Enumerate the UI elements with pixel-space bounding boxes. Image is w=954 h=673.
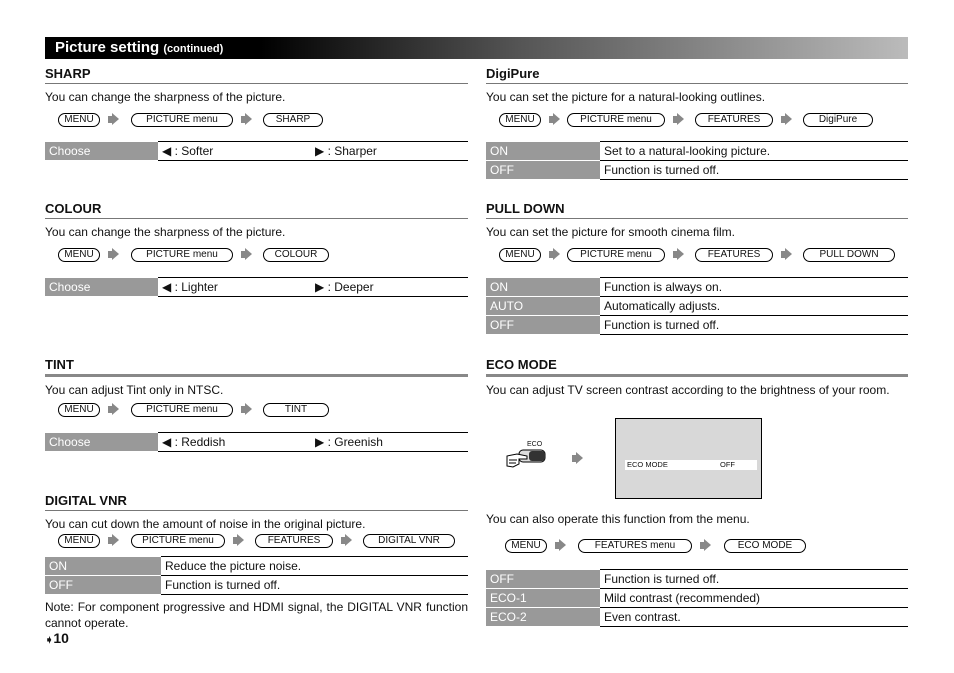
digital-vnr-title: DIGITAL VNR — [45, 493, 468, 511]
digipure-label: DigiPure — [803, 113, 873, 127]
picture-menu-label: PICTURE menu — [131, 113, 233, 127]
option-left: ◀ : Softer — [158, 142, 311, 161]
option-key: ON — [486, 278, 600, 297]
sharp-section — [45, 66, 468, 105]
menu-button-label: MENU — [499, 113, 541, 127]
option-key: OFF — [486, 161, 600, 180]
table-row — [486, 142, 908, 161]
option-value: Function is turned off. — [600, 161, 908, 180]
colour-title: COLOUR — [45, 201, 468, 219]
arrow-right-icon — [673, 113, 684, 126]
digipure-description: You can set the picture for a natural-looking outlines. — [486, 90, 766, 104]
eco-mode-table — [486, 569, 908, 627]
option-value: Set to a natural-looking picture. — [600, 142, 908, 161]
picture-menu-label: PICTURE menu — [567, 248, 665, 262]
tint-description: You can adjust Tint only in NTSC. — [45, 383, 224, 397]
pull-down-section — [486, 201, 908, 240]
option-value: Function is always on. — [600, 278, 908, 297]
arrow-right-icon — [781, 248, 792, 261]
option-key: ECO-2 — [486, 608, 600, 627]
tint-label: TINT — [263, 403, 329, 417]
tint-title: TINT — [45, 357, 468, 377]
eco-mode-section — [486, 357, 908, 398]
pull-down-table — [486, 277, 908, 335]
osd-eco-mode-label: ECO MODE — [627, 460, 668, 469]
digital-vnr-description: You can cut down the amount of noise in the original picture. — [45, 517, 366, 531]
sharp-description: You can change the sharpness of the picture. — [45, 90, 286, 104]
table-row — [45, 142, 468, 161]
page-title: Picture setting (continued) — [55, 39, 224, 56]
page-number: ➧10 — [45, 630, 69, 646]
arrow-right-icon — [233, 534, 244, 547]
arrow-right-icon — [108, 113, 119, 126]
eco-mode-title: ECO MODE — [486, 357, 908, 377]
note-text: Note: For component progressive and HDMI signal, the DIGITAL VNR function cannot operate. — [45, 600, 468, 630]
table-row — [486, 297, 908, 316]
pull-down-label: PULL DOWN — [803, 248, 895, 262]
arrow-right-icon — [549, 113, 560, 126]
table-row — [486, 589, 908, 608]
choose-label: Choose — [45, 433, 158, 452]
features-label: FEATURES — [695, 113, 773, 127]
table-row — [45, 557, 468, 576]
table-row — [45, 278, 468, 297]
eco-mode-label: ECO MODE — [724, 539, 806, 553]
arrow-right-icon — [241, 113, 252, 126]
sharp-title: SHARP — [45, 66, 468, 84]
arrow-right-icon — [549, 248, 560, 261]
eco-button-label: ECO — [527, 441, 543, 448]
table-row — [486, 278, 908, 297]
arrow-right-icon — [241, 403, 252, 416]
tv-screen-osd — [615, 418, 762, 499]
option-key: AUTO — [486, 297, 600, 316]
menu-button-label: MENU — [58, 113, 100, 127]
option-key: OFF — [45, 576, 161, 595]
colour-label: COLOUR — [263, 248, 329, 262]
pull-down-description: You can set the picture for smooth cinema film. — [486, 225, 736, 239]
tint-table — [45, 432, 468, 452]
picture-menu-label: PICTURE menu — [131, 403, 233, 417]
menu-button-label: MENU — [58, 248, 100, 262]
option-value: Even contrast. — [600, 608, 908, 627]
digipure-table — [486, 141, 908, 180]
arrow-right-icon — [673, 248, 684, 261]
table-row — [45, 576, 468, 595]
osd-eco-mode-value: OFF — [720, 460, 735, 469]
remote-eco-button-icon — [505, 440, 547, 474]
option-value: Reduce the picture noise. — [161, 557, 468, 576]
arrow-right-icon — [555, 539, 566, 552]
option-key: ON — [486, 142, 600, 161]
tint-section — [45, 357, 468, 398]
picture-menu-label: PICTURE menu — [131, 534, 225, 548]
sharp-label: SHARP — [263, 113, 323, 127]
arrow-right-icon — [108, 534, 119, 547]
menu-button-label: MENU — [58, 534, 100, 548]
option-value: Function is turned off. — [600, 316, 908, 335]
arrow-right-icon — [700, 539, 711, 552]
page-arrow-icon: ➧ — [45, 635, 54, 646]
arrow-right-icon — [241, 248, 252, 261]
digital-vnr-label: DIGITAL VNR — [363, 534, 455, 548]
option-value: Function is turned off. — [161, 576, 468, 595]
table-row — [486, 161, 908, 180]
sharp-table — [45, 141, 468, 161]
digital-vnr-table — [45, 556, 468, 595]
arrow-right-icon — [341, 534, 352, 547]
digipure-section — [486, 66, 908, 105]
eco-mode-menu-note: You can also operate this function from the menu. — [486, 512, 750, 526]
features-label: FEATURES — [695, 248, 773, 262]
arrow-right-icon — [572, 452, 583, 465]
features-menu-label: FEATURES menu — [578, 539, 692, 553]
table-row — [486, 570, 908, 589]
menu-button-label: MENU — [505, 539, 547, 553]
arrow-right-icon — [108, 248, 119, 261]
option-key: OFF — [486, 316, 600, 335]
colour-table — [45, 277, 468, 297]
picture-menu-label: PICTURE menu — [567, 113, 665, 127]
option-left: ◀ : Reddish — [158, 433, 311, 452]
menu-button-label: MENU — [499, 248, 541, 262]
pull-down-title: PULL DOWN — [486, 201, 908, 219]
option-key: ECO-1 — [486, 589, 600, 608]
digipure-title: DigiPure — [486, 66, 908, 84]
eco-mode-description: You can adjust TV screen contrast according to the brightness of your room. — [486, 383, 890, 397]
option-right: ▶ : Greenish — [311, 433, 468, 452]
option-value: Mild contrast (recommended) — [600, 589, 908, 608]
arrow-right-icon — [108, 403, 119, 416]
osd-bar — [625, 460, 757, 470]
features-label: FEATURES — [255, 534, 333, 548]
section-header-bar — [45, 37, 908, 59]
choose-label: Choose — [45, 142, 158, 161]
option-value: Function is turned off. — [600, 570, 908, 589]
table-row — [486, 608, 908, 627]
menu-button-label: MENU — [58, 403, 100, 417]
choose-label: Choose — [45, 278, 158, 297]
option-key: ON — [45, 557, 161, 576]
table-row — [45, 433, 468, 452]
table-row — [486, 316, 908, 335]
colour-description: You can change the sharpness of the picture. — [45, 225, 286, 239]
option-left: ◀ : Lighter — [158, 278, 311, 297]
option-key: OFF — [486, 570, 600, 589]
arrow-right-icon — [781, 113, 792, 126]
option-right: ▶ : Sharper — [311, 142, 468, 161]
picture-menu-label: PICTURE menu — [131, 248, 233, 262]
colour-section — [45, 201, 468, 240]
digital-vnr-section — [45, 493, 468, 532]
option-value: Automatically adjusts. — [600, 297, 908, 316]
option-right: ▶ : Deeper — [311, 278, 468, 297]
